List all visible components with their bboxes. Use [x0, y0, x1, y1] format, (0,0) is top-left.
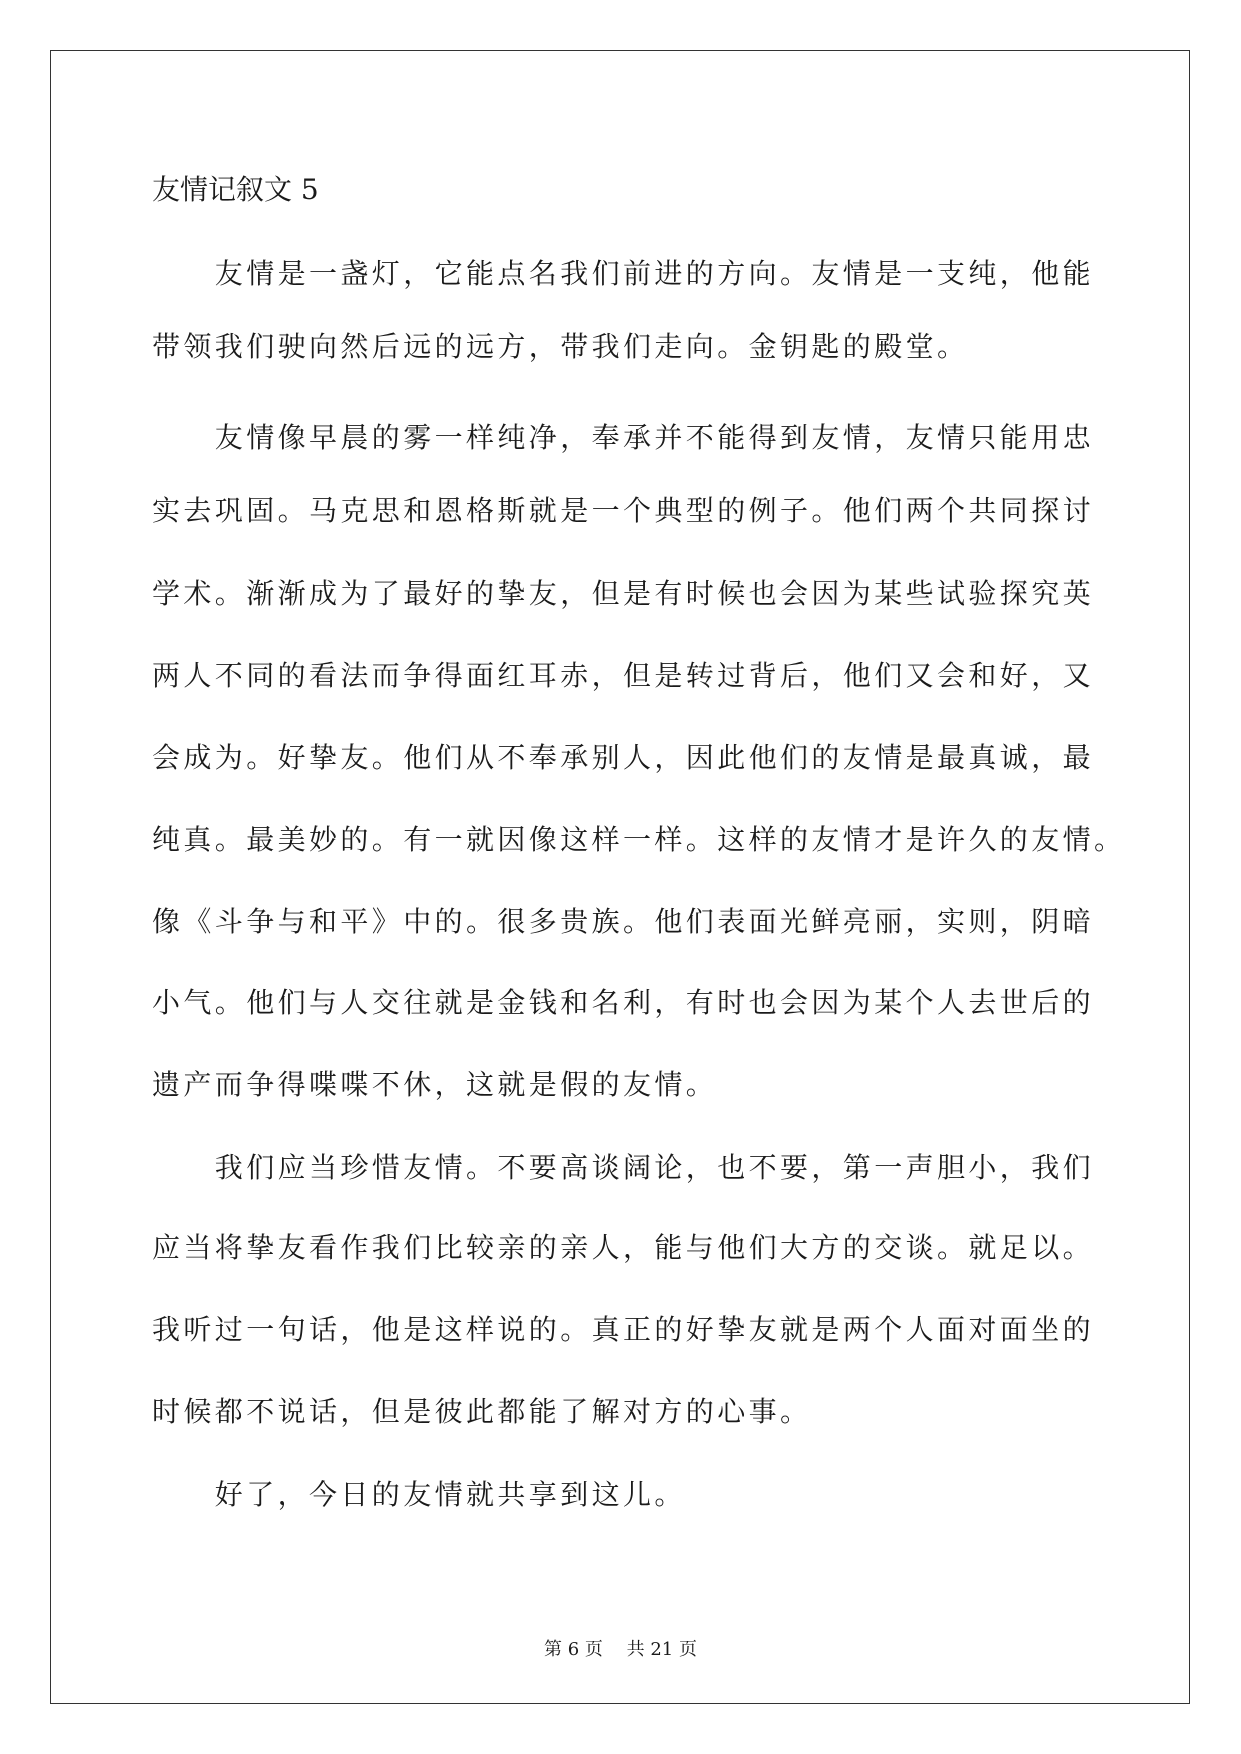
text-line: 时候都不说话，但是彼此都能了解对方的心事。 [152, 1395, 812, 1428]
page-number-label: 第 6 页 共 21 页 [544, 1639, 697, 1660]
text-line: 应当将挚友看作我们比较亲的亲人，能与他们大方的交谈。就足以。 [152, 1231, 1095, 1264]
page-border [50, 50, 1190, 1704]
text-line: 遗产而争得喋喋不休，这就是假的友情。 [152, 1068, 718, 1101]
text-line: 友情是一盏灯，它能点名我们前进的方向。友情是一支纯，他能 [152, 257, 1095, 290]
text-line: 小气。他们与人交往就是金钱和名利，有时也会因为某个人去世后的 [152, 986, 1095, 1019]
text-line: 学术。渐渐成为了最好的挚友，但是有时候也会因为某些试验探究英 [152, 577, 1095, 610]
text-line: 两人不同的看法而争得面红耳赤，但是转过背后，他们又会和好，又 [152, 659, 1095, 692]
page-number-footer [0, 1638, 1241, 1662]
text-line: 好了，今日的友情就共享到这儿。 [152, 1478, 686, 1511]
text-line: 我听过一句话，他是这样说的。真正的好挚友就是两个人面对面坐的 [152, 1313, 1095, 1346]
text-line: 会成为。好挚友。他们从不奉承别人，因此他们的友情是最真诚，最 [152, 741, 1095, 774]
text-line: 友情像早晨的雾一样纯净，奉承并不能得到友情，友情只能用忠 [152, 421, 1095, 454]
text-line: 像《斗争与和平》中的。很多贵族。他们表面光鲜亮丽，实则，阴暗 [152, 905, 1095, 938]
text-line: 实去巩固。马克思和恩格斯就是一个典型的例子。他们两个共同探讨 [152, 494, 1095, 527]
text-line: 纯真。最美妙的。有一就因像这样一样。这样的友情才是许久的友情。 [152, 823, 1126, 856]
text-line: 带领我们驶向然后远的远方，带我们走向。金钥匙的殿堂。 [152, 330, 969, 363]
text-line: 我们应当珍惜友情。不要高谈阔论，也不要，第一声胆小，我们 [152, 1151, 1095, 1184]
document-title: 友情记叙文 5 [152, 173, 319, 206]
